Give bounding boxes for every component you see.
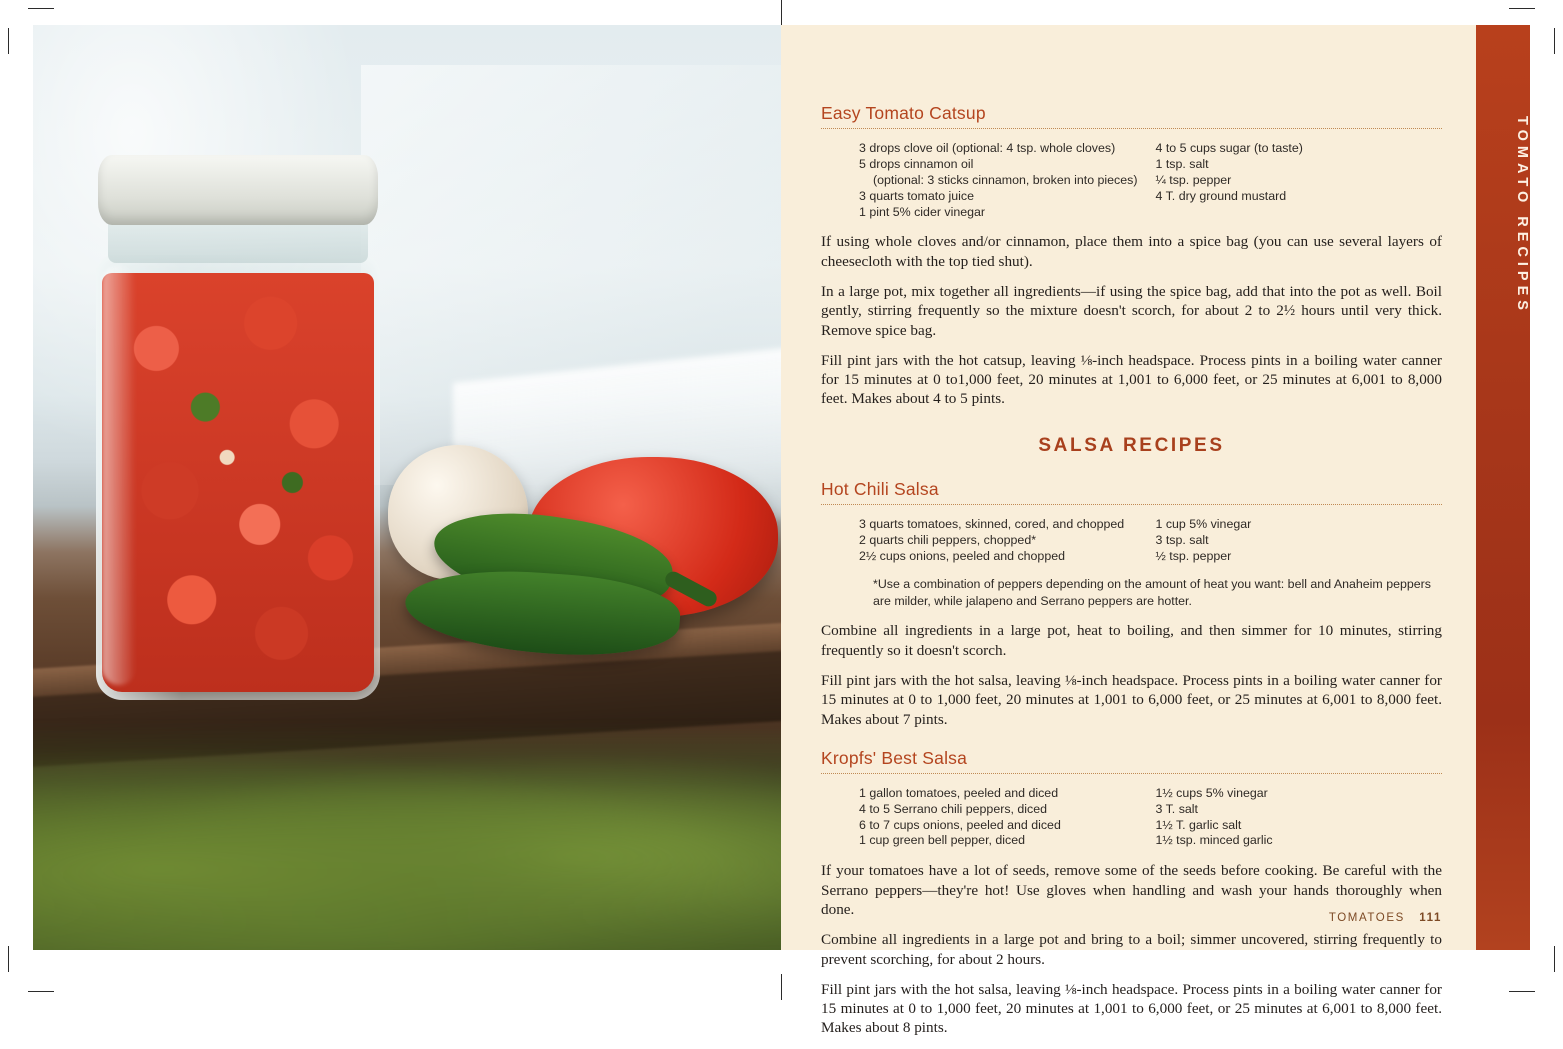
crop-mark-center xyxy=(781,974,782,1000)
title-rule xyxy=(821,128,1442,129)
recipe-title: Hot Chili Salsa xyxy=(821,478,939,499)
crop-mark xyxy=(1509,991,1535,992)
ingredient-column-right xyxy=(1146,786,1443,850)
page-content xyxy=(821,103,1442,1049)
crop-mark xyxy=(28,8,54,9)
recipe-step: Fill pint jars with the hot catsup, leaving ⅛-inch headspace. Process pints in a boiling water canner for 15 minutes at 0 to1,000 feet, 20 minutes at 1,001 to 6,000 feet, or 25 minutes at 6,001 to 8,000 feet. Makes about 4 to 5 pints. xyxy=(821,351,1442,408)
title-rule xyxy=(821,504,1442,505)
recipe-step: Combine all ingredients in a large pot, heat to boiling, and then simmer for 10 minutes, stirring frequently so it doesn't scorch. xyxy=(821,622,1442,659)
jar-body xyxy=(96,255,380,700)
recipe-step: Combine all ingredients in a large pot and bring to a boil; simmer uncovered, stirring frequently to prevent scorching, for about 2 hours. xyxy=(821,931,1442,968)
recipe-title: Easy Tomato Catsup xyxy=(821,103,986,123)
book-spread xyxy=(33,25,1530,1037)
ingredient-list xyxy=(821,517,1442,565)
recipe-hot-chili-salsa xyxy=(821,479,1442,729)
folio-page-number: 111 xyxy=(1419,912,1442,924)
ingredient-item: 4 to 5 cups sugar (to taste) xyxy=(1155,141,1303,155)
ingredient-note: *Use a combination of peppers depending on the amount of heat you want: bell and Anaheim peppers are milder, while jalapeno and Serrano peppers are hotter. xyxy=(873,577,1431,608)
ingredient-item: 1½ cups 5% vinegar xyxy=(1155,785,1268,800)
ingredient-item: 6 to 7 cups onions, peeled and diced xyxy=(859,817,1061,832)
recipe-easy-tomato-catsup xyxy=(821,103,1442,409)
recipe-step: Fill pint jars with the hot salsa, leaving ⅛-inch headspace. Process pints in a boiling water canner for 15 minutes at 0 to 1,000 feet, 20 minutes at 1,001 to 6,000 feet, or 25 minutes at 6,001 to 8,000 feet. Makes about 8 pints. xyxy=(821,980,1442,1037)
recipe-title: Kropfs' Best Salsa xyxy=(821,747,968,768)
title-rule xyxy=(821,773,1442,774)
crop-mark xyxy=(8,946,9,972)
recipe-page xyxy=(781,25,1530,1037)
crop-mark xyxy=(1554,946,1555,972)
crop-mark-center xyxy=(781,0,782,26)
ingredient-item: 1½ tsp. minced garlic xyxy=(1155,833,1273,848)
ingredient-column-left xyxy=(859,517,1146,565)
recipe-step: If using whole cloves and/or cinnamon, place them into a spice bag (you can use several layers of cheesecloth with the top tied shut). xyxy=(821,233,1442,270)
ingredient-item: 2½ cups onions, peeled and chopped xyxy=(859,548,1065,563)
folio-chapter: TOMATOES xyxy=(1328,912,1405,924)
ingredient-item: ¼ tsp. pepper xyxy=(1155,172,1232,187)
ingredient-column-right xyxy=(1146,141,1443,220)
recipe-step: If your tomatoes have a lot of seeds, remove some of the seeds before cooking. Be careful with the Serrano peppers—they're hot! Use gloves when handling and wash your hands thoroughly when done. xyxy=(821,862,1442,918)
crop-mark xyxy=(1554,28,1555,54)
chapter-tab-label: TOMATO RECIPES xyxy=(1514,115,1530,315)
crop-mark xyxy=(28,991,54,992)
section-heading: SALSA RECIPES xyxy=(1038,434,1225,456)
foreground-herbs xyxy=(33,730,781,950)
ingredient-item: 1 cup green bell pepper, diced xyxy=(859,833,1026,848)
ingredient-item: 3 drops clove oil (optional: 4 tsp. whole cloves) xyxy=(859,141,1116,155)
ingredient-item: 1 cup 5% vinegar xyxy=(1155,516,1252,531)
salsa-jar-photo xyxy=(33,25,781,950)
spacer xyxy=(821,740,1442,748)
ingredient-item: 4 to 5 Serrano chili peppers, diced xyxy=(859,801,1048,816)
ingredient-item: 3 tsp. salt xyxy=(1155,532,1209,547)
ingredient-column-left xyxy=(859,786,1146,850)
ingredient-item: 3 T. salt xyxy=(1155,801,1198,816)
ingredient-item: 3 quarts tomato juice xyxy=(859,188,975,203)
recipe-kropfs-best-salsa xyxy=(821,748,1442,1038)
ingredient-item: 1 pint 5% cider vinegar xyxy=(859,204,986,219)
jar-lid xyxy=(98,155,378,225)
ingredient-item: 5 drops cinnamon oil xyxy=(859,156,974,171)
ingredient-column-right xyxy=(1146,517,1443,565)
salsa-contents xyxy=(102,273,374,692)
ingredient-item: 1½ T. garlic salt xyxy=(1155,817,1242,832)
ingredient-item: 4 T. dry ground mustard xyxy=(1155,188,1287,203)
jar-highlight xyxy=(102,265,136,685)
mason-jar xyxy=(88,155,388,700)
chapter-tab xyxy=(1476,25,1530,950)
ingredient-item: 1 tsp. salt xyxy=(1155,156,1209,171)
recipe-step: Fill pint jars with the hot salsa, leaving ⅛-inch headspace. Process pints in a boiling water canner for 15 minutes at 0 to 1,000 feet, 20 minutes at 1,001 to 6,000 feet, or 25 minutes at 6,001 to 8,000 feet. Makes about 7 pints. xyxy=(821,671,1442,728)
ingredient-list xyxy=(821,141,1442,220)
ingredient-column-left xyxy=(859,141,1146,220)
crop-mark xyxy=(8,28,9,54)
ingredient-item: (optional: 3 sticks cinnamon, broken into pieces) xyxy=(873,172,1138,187)
ingredient-item: 1 gallon tomatoes, peeled and diced xyxy=(859,785,1059,800)
ingredient-item: ½ tsp. pepper xyxy=(1155,548,1232,563)
ingredient-item: 3 quarts tomatoes, skinned, cored, and chopped xyxy=(859,516,1125,531)
recipe-step: In a large pot, mix together all ingredients—if using the spice bag, add that into the pot as well. Boil gently, stirring frequently so the mixture doesn't scorch, for about 2 to 2½ hours until very thick. Remove spice bag. xyxy=(821,282,1442,339)
ingredient-item: 2 quarts chili peppers, chopped* xyxy=(859,532,1037,547)
folio xyxy=(1329,912,1442,924)
crop-mark xyxy=(1509,8,1535,9)
ingredient-list xyxy=(821,786,1442,850)
